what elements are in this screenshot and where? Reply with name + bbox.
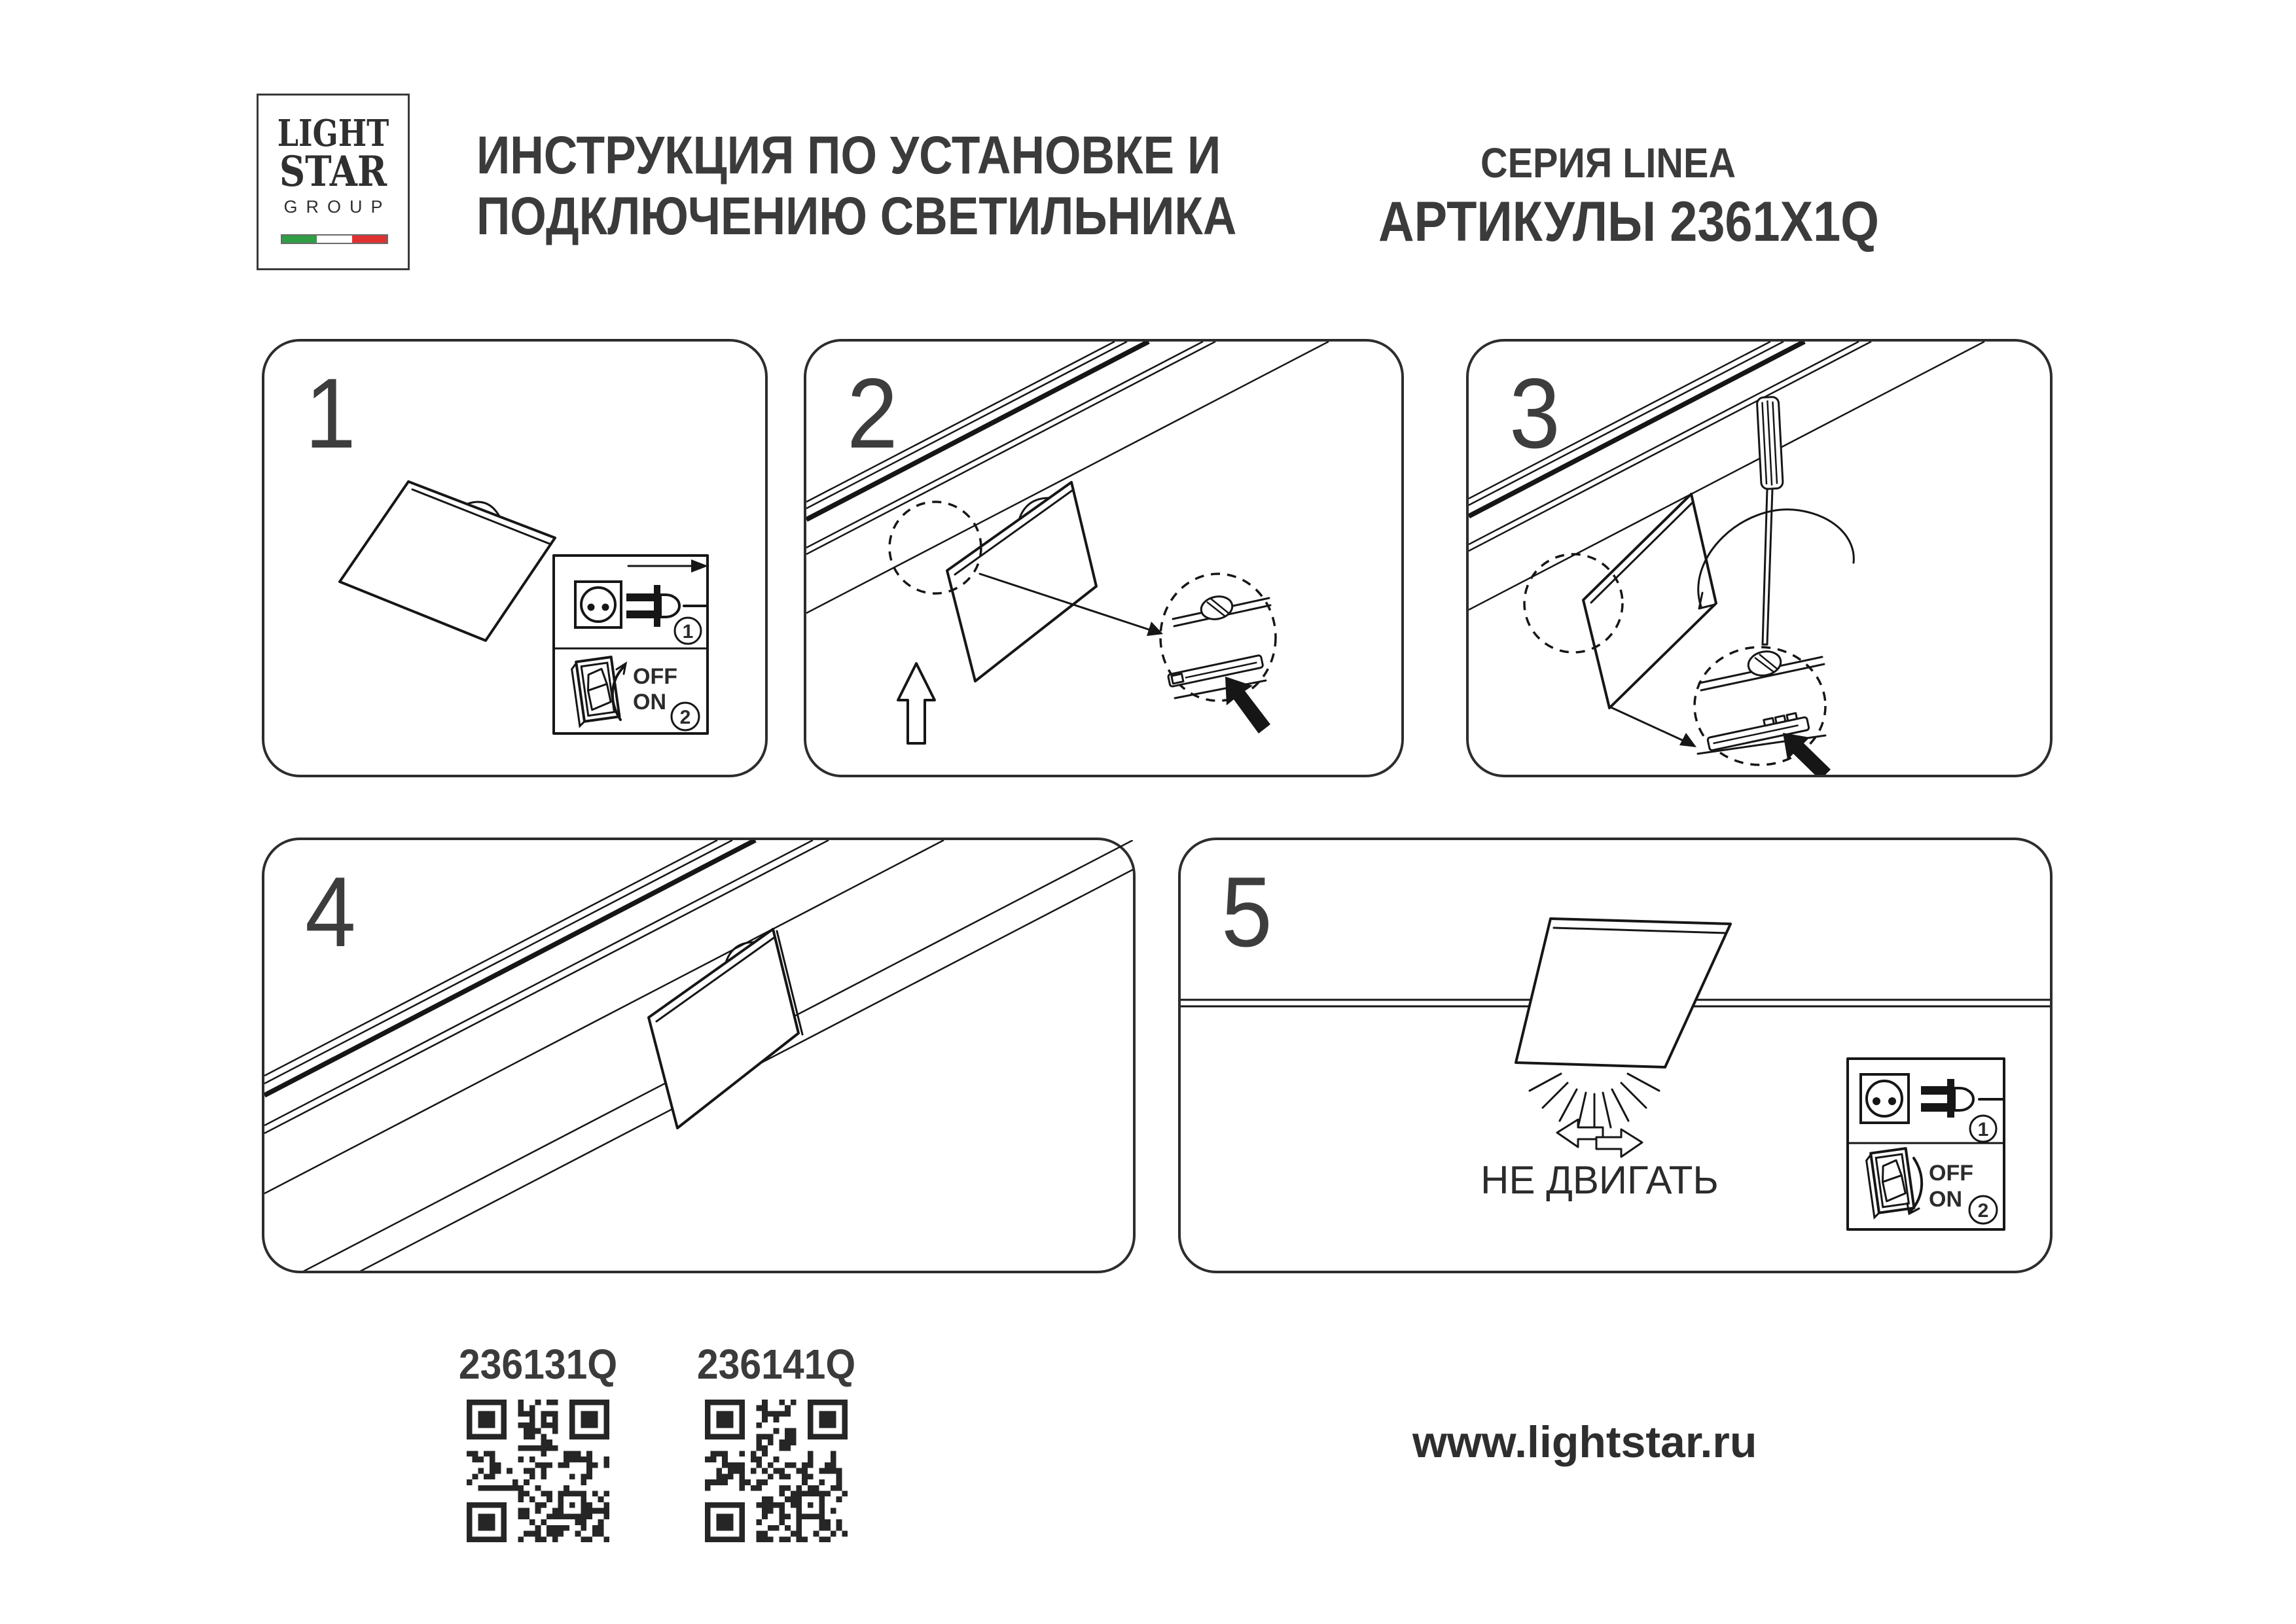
do-not-move-label: НЕ ДВИГАТЬ bbox=[1480, 1158, 1719, 1202]
step-panel-1 bbox=[262, 339, 768, 777]
lightstar-logo bbox=[257, 94, 410, 270]
logo-text-light: LIGHT bbox=[277, 112, 389, 155]
step-4-illustration bbox=[264, 840, 1133, 1271]
step-2-illustration bbox=[806, 342, 1401, 775]
page-title bbox=[476, 126, 1236, 247]
qr-label-1: 236131Q bbox=[458, 1341, 618, 1388]
step-panel-2 bbox=[804, 339, 1404, 777]
on-label: ON bbox=[1929, 1187, 1962, 1212]
push-arrow-icon bbox=[1225, 677, 1270, 733]
lamp-panel-drawing bbox=[649, 929, 802, 1128]
screwdriver-icon bbox=[1757, 397, 1783, 644]
step-number-2: 2 bbox=[847, 358, 898, 469]
step-number-3: 3 bbox=[1509, 358, 1560, 469]
inset-step-1-digit: 1 bbox=[682, 621, 694, 643]
inset-step-2-digit: 2 bbox=[1977, 1200, 1989, 1222]
step-number-4: 4 bbox=[305, 856, 356, 968]
connection-inset bbox=[1848, 1059, 2004, 1229]
push-arrow-icon bbox=[1783, 733, 1831, 775]
step-panel-4 bbox=[262, 838, 1136, 1273]
step-5-illustration bbox=[1181, 840, 2050, 1271]
step-number-5: 5 bbox=[1221, 856, 1272, 968]
detail-view bbox=[1695, 647, 1831, 775]
off-label: OFF bbox=[1929, 1161, 1973, 1186]
off-label: OFF bbox=[633, 664, 677, 689]
screw-icon bbox=[1199, 593, 1234, 622]
on-label: ON bbox=[633, 690, 666, 715]
detail-view bbox=[1160, 574, 1276, 733]
logo-text-star: STAR bbox=[279, 147, 387, 197]
flag-white-stripe bbox=[317, 236, 351, 243]
series-label: СЕРИЯ LINEA bbox=[1480, 139, 1736, 186]
step-number-1: 1 bbox=[305, 358, 356, 469]
connection-inset bbox=[554, 556, 708, 733]
logo-text-group: GROUP bbox=[283, 197, 391, 217]
italian-flag-icon bbox=[281, 234, 388, 244]
qr-label-2: 236141Q bbox=[696, 1341, 856, 1388]
step-panel-5 bbox=[1178, 838, 2053, 1273]
lamp-panel-drawing bbox=[340, 482, 555, 641]
lamp-panel-drawing bbox=[947, 482, 1096, 681]
step-1-illustration bbox=[264, 342, 765, 775]
adapter-bar bbox=[1168, 655, 1263, 687]
inset-step-1-digit: 1 bbox=[1977, 1119, 1989, 1140]
detail-pointer-arrow bbox=[1609, 707, 1696, 747]
qr-code bbox=[705, 1399, 848, 1543]
inset-step-2-digit: 2 bbox=[679, 707, 691, 728]
detail-highlight-circle bbox=[889, 502, 981, 593]
step-panel-3 bbox=[1466, 339, 2053, 777]
lamp-panel-drawing bbox=[1516, 919, 1731, 1067]
flag-green-stripe bbox=[282, 236, 317, 243]
lift-up-arrow-icon bbox=[898, 663, 935, 743]
rotation-arrow-icon bbox=[1698, 510, 1854, 609]
flag-red-stripe bbox=[352, 236, 387, 243]
website-url: www.lightstar.ru bbox=[1412, 1417, 1757, 1467]
track-drawing bbox=[1469, 342, 1984, 610]
title-line-1: ИНСТРУКЦИЯ ПО УСТАНОВКЕ И bbox=[476, 126, 1221, 185]
articles-label: АРТИКУЛЫ 2361X1Q bbox=[1378, 190, 1880, 253]
qr-code bbox=[467, 1399, 609, 1543]
title-line-2: ПОДКЛЮЧЕНИЮ СВЕТИЛЬНИКА bbox=[476, 186, 1237, 246]
move-arrows-icon bbox=[1557, 1120, 1642, 1157]
step-3-illustration bbox=[1469, 342, 2050, 775]
light-rays bbox=[1530, 1074, 1659, 1129]
lamp-panel-drawing bbox=[1583, 494, 1716, 708]
